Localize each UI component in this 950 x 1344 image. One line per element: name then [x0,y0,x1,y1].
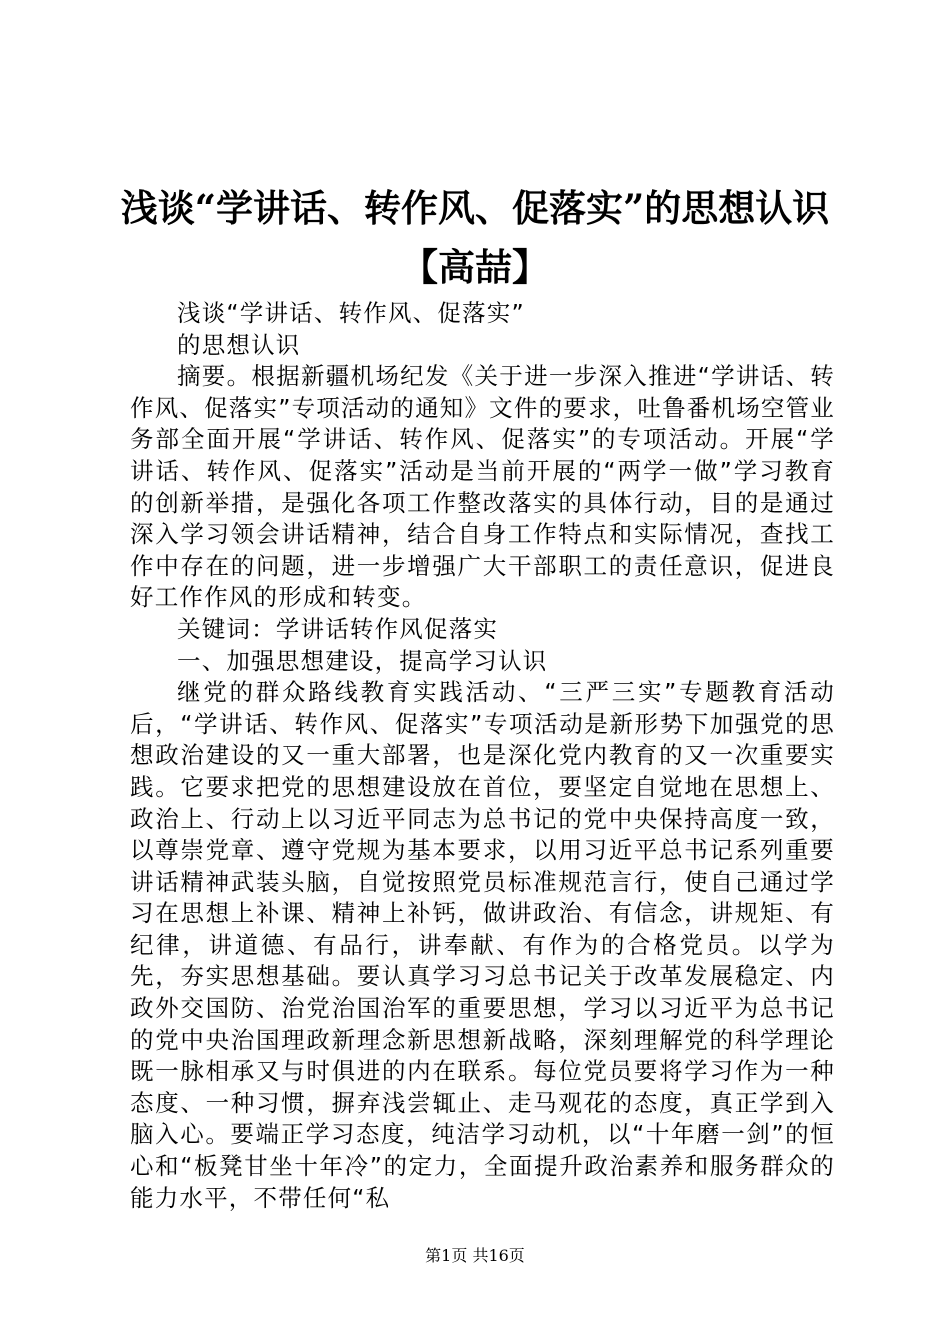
section-heading: 一、加强思想建设，提高学习认识 [177,646,548,675]
subtitle-line-1: 浅谈“学讲话、转作风、促落实” [177,299,525,327]
abstract-paragraph: 摘要。根据新疆机场纪发《关于进一步深入推进“学讲话、转作风、促落实”专项活动的通知》文件的要求，吐鲁番机场空管业务部全面开展“学讲话、转作风、促落实”的专项活动。开展“学讲话、转作风、促落实”活动是当前开展的“两学一做”学习教育的创新举措，是强化各项工作整改落实的具体行动，目的是通过深入学习领会讲话精神，结合自身工作特点和实际情况，查找工作中存在的问题，进一步增强广大干部职工的责任意识，促进良好工作作风的形成和转变。 [130,362,835,612]
document-author: 【高喆】 [401,245,549,289]
body-paragraph: 继党的群众路线教育实践活动、“三严三实”专题教育活动后，“学讲话、转作风、促落实”专项活动是新形势下加强党的思想政治建设的又一重大部署，也是深化党内教育的又一次重要实践。它要求把党的思想建设放在首位，要坚定自觉地在思想上、政治上、行动上以习近平同志为总书记的党中央保持高度一致，以尊崇党章、遵守党规为基本要求，以用习近平总书记系列重要讲话精神武装头脑，自觉按照党员标准规范言行，使自己通过学习在思想上补课、精神上补钙，做讲政治、有信念，讲规矩、有纪律，讲道德、有品行，讲奉献、有作为的合格党员。以学为先，夯实思想基础。要认真学习习总书记关于改革发展稳定、内政外交国防、治党治国治军的重要思想，学习以习近平为总书记的党中央治国理政新理念新思想新战略，深刻理解党的科学理论既一脉相承又与时俱进的内在联系。每位党员要将学习作为一种态度、一种习惯，摒弃浅尝辄止、走马观花的态度，真正学到入脑入心。要端正学习态度，纯洁学习动机，以“十年磨一剑”的恒心和“板凳甘坐十年冷”的定力，全面提升政治素养和服务群众的能力水平，不带任何“私 [130,678,835,1212]
keywords-line: 关键词：学讲话转作风促落实 [177,614,499,643]
document-title: 浅谈“学讲话、转作风、促落实”的思想认识 [120,186,830,230]
page-number: 第1页 共16页 [425,1246,525,1265]
subtitle-line-2: 的思想认识 [177,330,301,359]
document-body [130,298,835,1214]
